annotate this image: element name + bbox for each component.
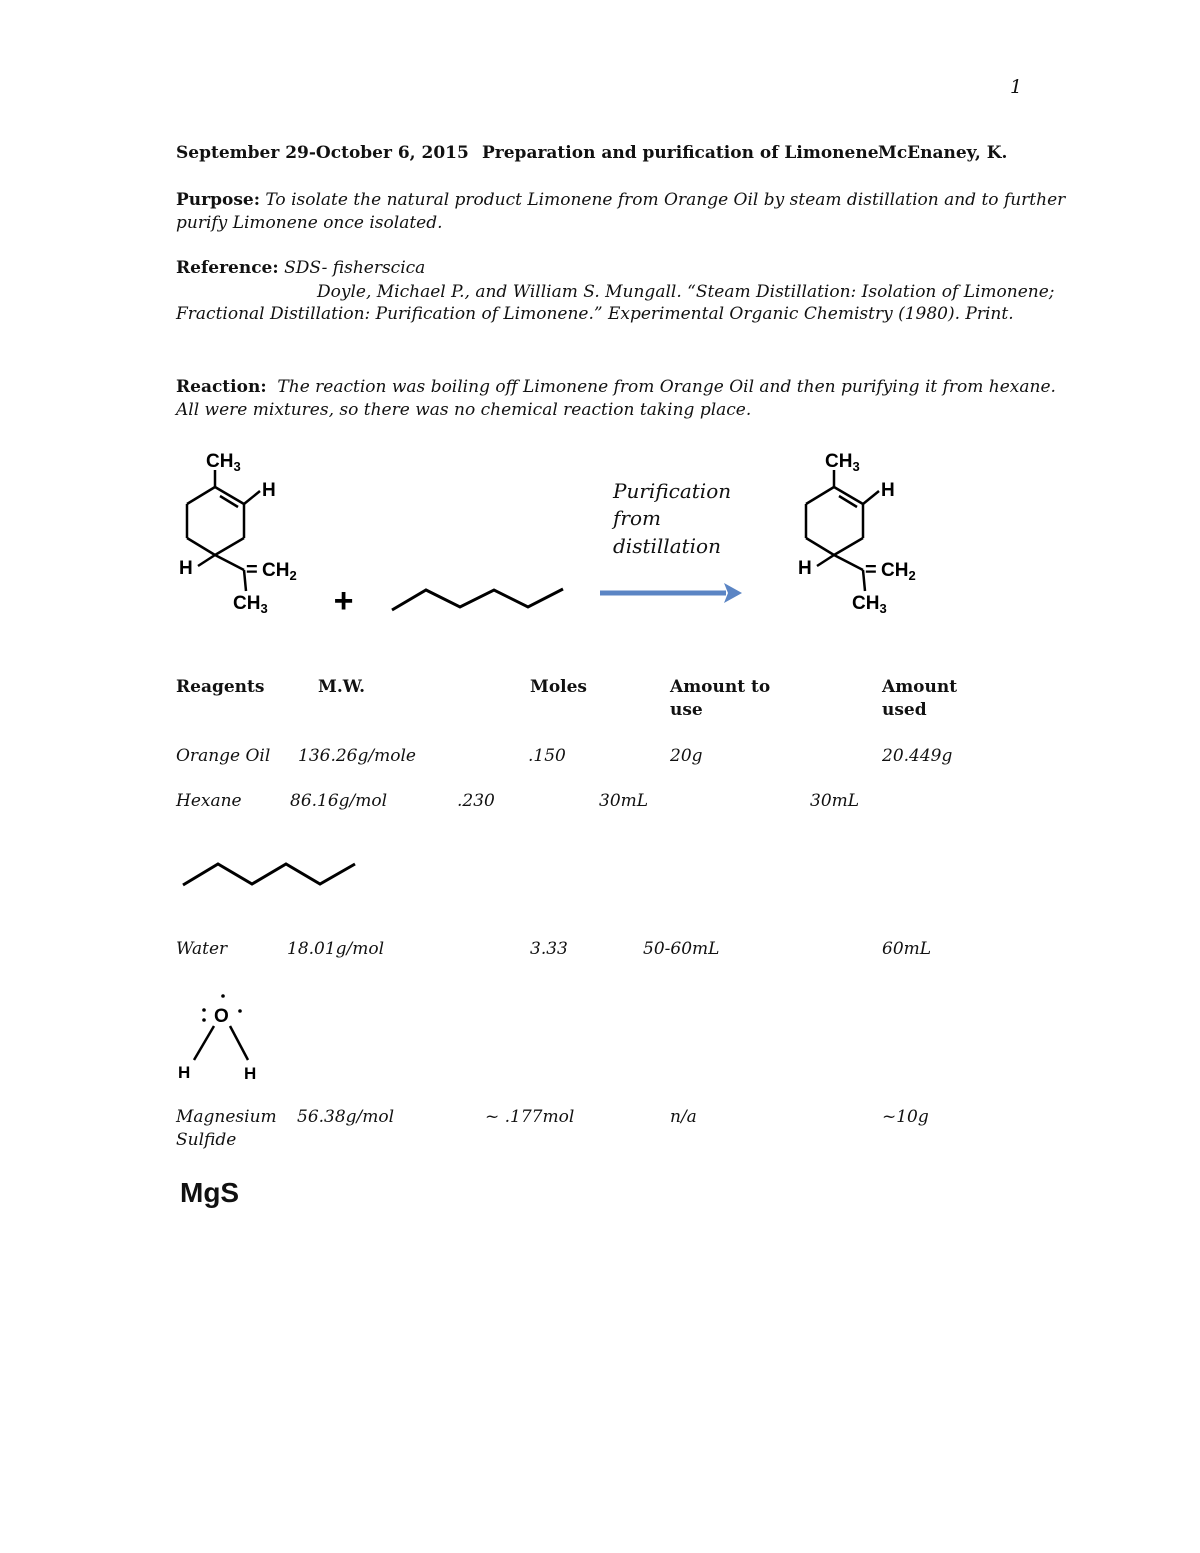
hexane-mw: 86.16g/mol — [290, 791, 388, 811]
left-h-left: H — [179, 558, 193, 579]
right-bond-eq: = — [865, 559, 877, 581]
water-moles: 3.33 — [530, 939, 568, 959]
page-title: Preparation and purification of Limonene — [482, 143, 879, 163]
purpose-text-line1: To isolate the natural product Limonene from Orange Oil by steam distillation and to further — [265, 190, 1066, 210]
reaction-arrow — [600, 583, 742, 603]
reference-text-line3: Fractional Distillation: Purification of Limonene.” Experimental Organic Chemistry (1980). Print. — [176, 304, 1014, 324]
reaction-text-line2: All were mixtures, so there was no chemical reaction taking place. — [176, 400, 752, 420]
orange-oil-name: Orange Oil — [176, 746, 271, 766]
header-moles: Moles — [530, 677, 588, 697]
header-mw: M.W. — [318, 677, 366, 697]
mgs-moles: ~ .177mol — [485, 1107, 575, 1127]
hexane-structure-reaction — [392, 589, 563, 610]
hexane-moles: .230 — [457, 791, 495, 811]
svg-text:H: H — [244, 1064, 257, 1083]
orange-oil-mw: 136.26g/mole — [298, 746, 416, 766]
orange-oil-moles: .150 — [528, 746, 566, 766]
header-amount-used-1: Amount — [882, 677, 958, 697]
water-used: 60mL — [882, 939, 932, 959]
mgs-name-line2: Sulfide — [176, 1130, 237, 1150]
arrow-label-line2: from — [613, 506, 661, 530]
purpose-text-line2: purify Limonene once isolated. — [176, 213, 443, 233]
page-number: 1 — [1010, 76, 1023, 98]
left-ch3-top: $CH_3$ — [206, 451, 241, 474]
hexane-structure-table — [183, 864, 355, 885]
header-reagents: Reagents — [176, 677, 265, 697]
right-ch3-bottom: $CH_3$ — [852, 593, 887, 616]
hexane-to-use: 30mL — [599, 791, 649, 811]
mgs-to-use: n/a — [670, 1107, 697, 1127]
water-to-use: 50-60mL — [643, 939, 720, 959]
plus-sign: + — [333, 582, 353, 620]
header-date: September 29-October 6, 2015 — [176, 143, 469, 163]
header-amount-used-2: used — [882, 700, 927, 720]
arrow-label-line3: distillation — [613, 534, 721, 558]
right-h-left: H — [798, 558, 812, 579]
water-name: Water — [176, 939, 228, 959]
right-h-right: H — [881, 480, 895, 501]
header-amount-to-use-1: Amount to — [670, 677, 771, 697]
mgs-formula: MgS — [180, 1177, 240, 1208]
hexane-name: Hexane — [176, 791, 242, 811]
arrow-label-line1: Purification — [613, 479, 732, 503]
left-bond-eq: = — [246, 559, 258, 581]
left-ch2: $CH_2$ — [262, 560, 297, 583]
reaction-label: Reaction: — [176, 377, 267, 397]
reaction-text-line1: The reaction was boiling off Limonene from Orange Oil and then purifying it from hexane. — [277, 377, 1056, 397]
water-structure — [178, 994, 256, 1083]
left-ch3-bottom: $CH_3$ — [233, 593, 268, 616]
header-author: McEnaney, K. — [878, 143, 1008, 163]
reference-label: Reference: — [176, 258, 279, 278]
svg-text:O: O — [214, 1006, 229, 1027]
orange-oil-to-use: 20g — [670, 746, 703, 766]
water-mw: 18.01g/mol — [287, 939, 385, 959]
mgs-name-line1: Magnesium — [176, 1107, 277, 1127]
purpose-label: Purpose: — [176, 190, 260, 210]
right-ch3-top: $CH_3$ — [825, 451, 860, 474]
svg-text:H: H — [178, 1063, 191, 1082]
hexane-used: 30mL — [810, 791, 860, 811]
reference-text-line2: Doyle, Michael P., and William S. Mungall. “Steam Distillation: Isolation of Limonene; — [317, 282, 1055, 302]
left-h-right: H — [262, 480, 276, 501]
mgs-mw: 56.38g/mol — [297, 1107, 395, 1127]
reference-text-line1: SDS- fisherscica — [284, 258, 426, 278]
mgs-used: ~10g — [882, 1107, 929, 1127]
header-amount-to-use-2: use — [670, 700, 703, 720]
orange-oil-used: 20.449g — [882, 746, 953, 766]
right-ch2: $CH_2$ — [881, 560, 916, 583]
